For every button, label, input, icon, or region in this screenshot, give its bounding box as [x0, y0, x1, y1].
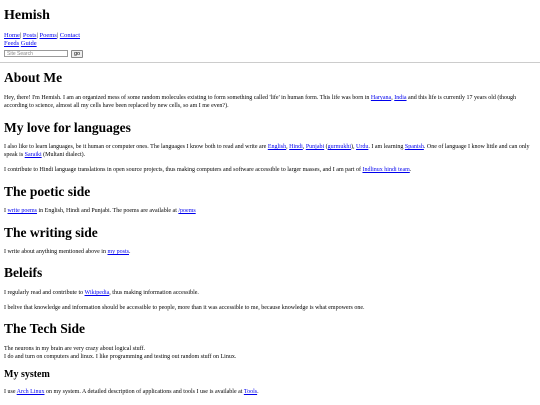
nav-link-poems[interactable]: Poems — [39, 32, 57, 39]
link-wikipedia[interactable]: Wikipedia — [84, 290, 110, 296]
link-poems-page[interactable]: /poems — [178, 208, 196, 214]
translation-paragraph: I contribute to Hindi language translations in open source projects, thus making computers and software accessible to larger masses, and I am part of Indlinux hindi team. — [4, 167, 412, 173]
site-search-input[interactable] — [4, 50, 68, 57]
nav-link-posts[interactable]: Posts — [22, 32, 37, 39]
nav-separator: | — [56, 32, 59, 39]
link-urdu[interactable]: Urdu — [356, 144, 369, 150]
writing-paragraph: I write about anything mentioned above in my posts. — [4, 249, 131, 255]
nav-link-guide[interactable]: Guide — [20, 39, 37, 47]
beliefs-paragraph: I regularly read and contribute to Wikipedia, thus making information accessible. — [4, 290, 199, 296]
link-tools[interactable]: Tools — [243, 389, 258, 395]
link-saraiki[interactable]: Saraiki — [24, 151, 42, 158]
link-india[interactable]: India — [394, 95, 407, 101]
nav-separator: | — [36, 32, 38, 39]
link-hindi[interactable]: Hindi — [289, 144, 303, 150]
heading-beliefs: Beleifs — [4, 265, 43, 280]
nav-link-contact[interactable]: Contact — [59, 32, 80, 39]
site-nav — [4, 32, 80, 47]
about-paragraph: Hey, there! I'm Hemish. I am an organized mess of some random molecules existing to form something called 'life' in human form. This life was born in Haryana, India and this life is currently 17 years old (though according to science, almost all my cells have been replaced by new cells, so am I me even?). — [4, 95, 517, 109]
link-arch-linux[interactable]: Arch Linux — [16, 389, 45, 395]
heading-tech: The Tech Side — [4, 321, 86, 336]
link-spanish[interactable]: Spanish — [404, 144, 424, 150]
link-indlinux[interactable]: Indlinux hindi team — [362, 167, 410, 173]
link-my-posts[interactable]: my posts — [107, 249, 129, 255]
nav-link-home[interactable]: Home — [4, 32, 20, 39]
link-gurmukhi[interactable]: gurmukhi — [327, 144, 352, 150]
heading-poetic: The poetic side — [4, 184, 91, 199]
link-english[interactable]: English — [267, 144, 287, 150]
link-punjabi[interactable]: Punjabi — [305, 144, 325, 150]
heading-languages: My love for languages — [4, 120, 131, 135]
beliefs-knowledge-paragraph: I belive that knowledge and information should be accessible to people, more than it was accessible to me, because knowledge is what empowers one. — [4, 305, 365, 311]
nav-link-feeds[interactable]: Feeds — [4, 39, 20, 47]
search-go-button[interactable]: go — [71, 50, 83, 58]
tech-paragraph: The neurons in my brain are very crazy about logical stuff. I do and turn on computers and linux. I like programming and testing out random stuff on Linux. — [4, 346, 237, 360]
nav-row-primary — [4, 32, 80, 40]
poetic-paragraph: I write poems in English, Hindi and Punjabi. The poems are available at /poems — [4, 208, 196, 214]
link-write-poems[interactable]: write poems — [7, 208, 37, 214]
heading-writing: The writing side — [4, 225, 98, 240]
site-title: Hemish — [4, 8, 50, 23]
nav-separator: | — [19, 32, 22, 39]
heading-about-me: About Me — [4, 70, 63, 85]
heading-my-system: My system — [4, 369, 50, 380]
site-search-form — [4, 49, 83, 58]
header-divider — [0, 62, 540, 63]
nav-row-secondary — [4, 40, 80, 48]
languages-paragraph: I also like to learn languages, be it human or computer ones. The languages I know both to read and write are English, Hindi, Punjabi (gurmukhi), Urdu. I am learning Spanish. One of language I know little and can only speak is Saraiki (Multani dialect). — [4, 144, 530, 158]
system-paragraph: I use Arch Linux on my system. A detailed description of applications and tools I use is available at Tools. — [4, 389, 259, 395]
link-haryana[interactable]: Haryana — [370, 95, 392, 101]
